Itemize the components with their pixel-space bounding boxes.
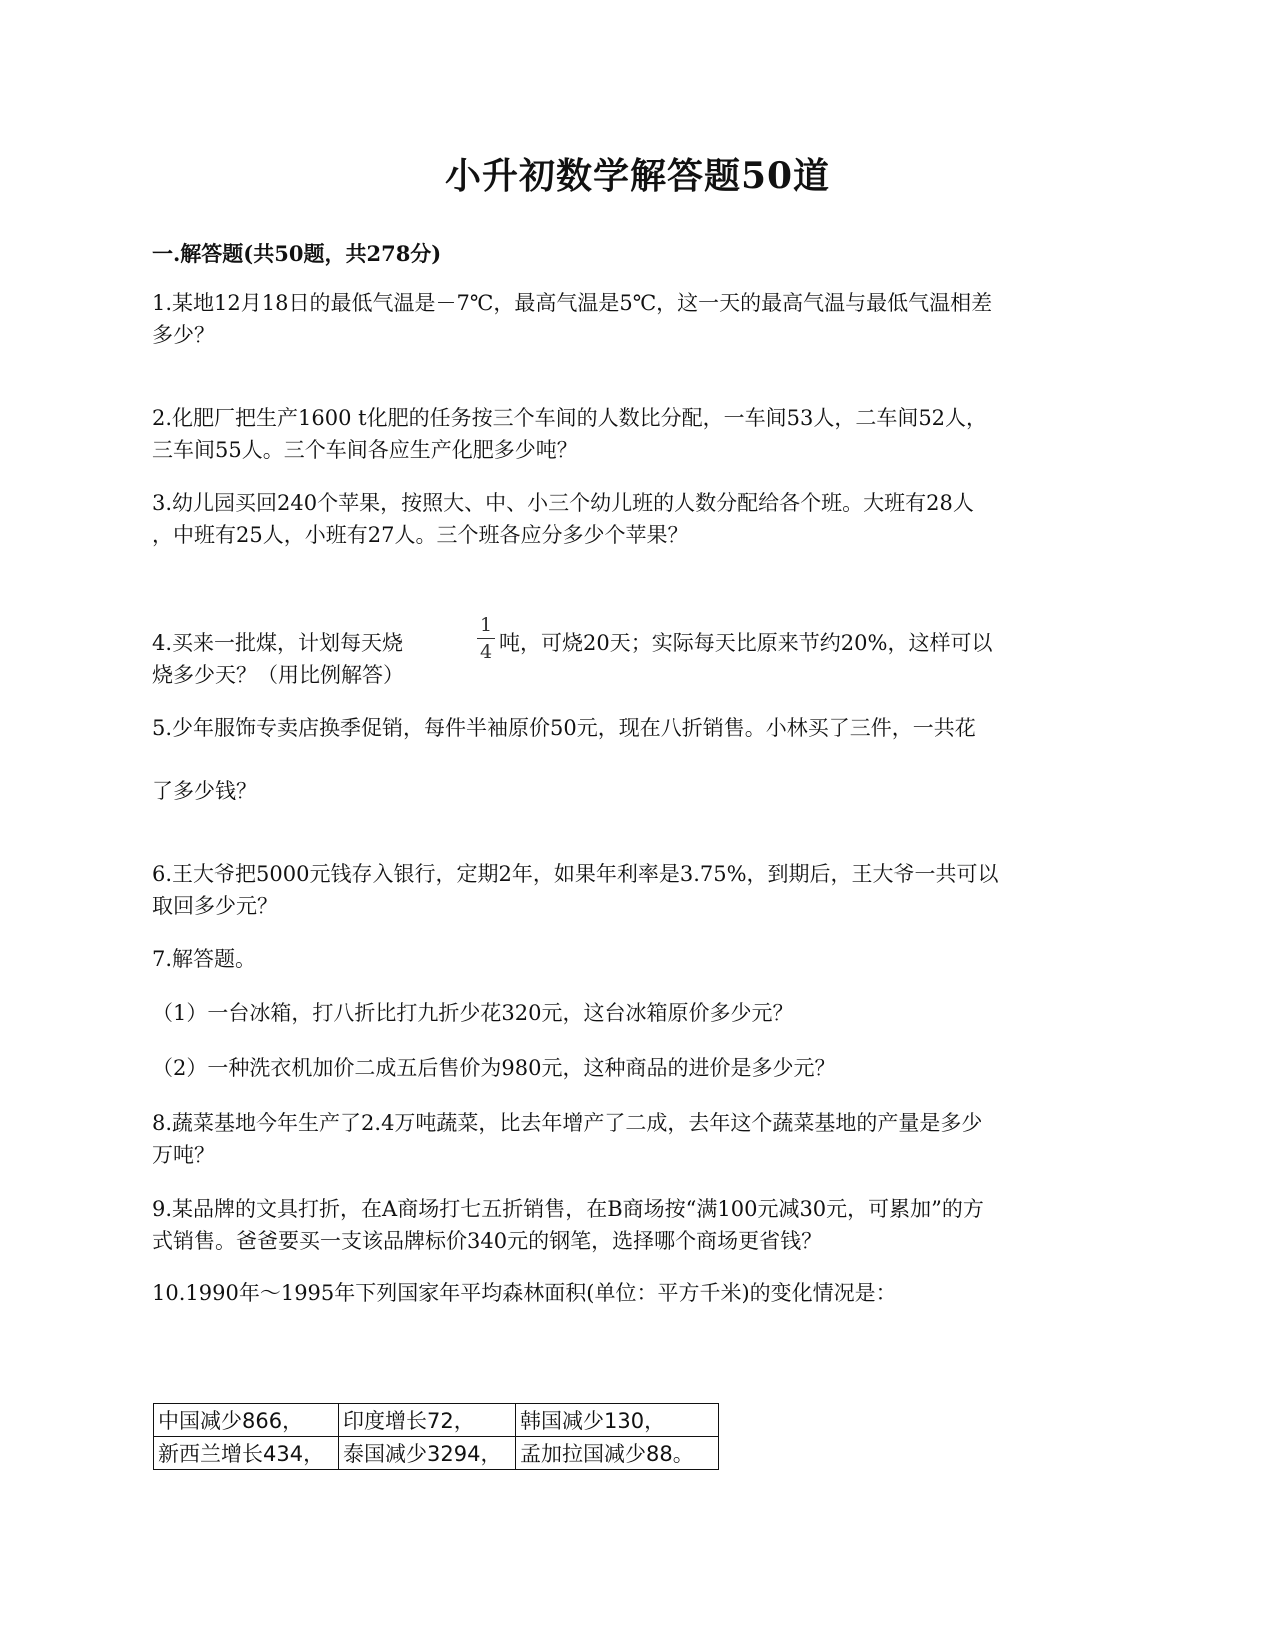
question-9-line-1: 9.某品牌的文具打折，在A商场打七五折销售，在B商场按“满100元减30元，可累加”的方 (152, 1197, 984, 1221)
question-4-line-1 (152, 627, 1132, 659)
question-3-line-1: 3.幼儿园买回240个苹果，按照大、中、小三个幼儿班的人数分配给各个班。大班有28人 (152, 491, 974, 515)
table-cell: 韩国减少130， (516, 1404, 719, 1437)
question-10 (152, 1277, 1132, 1309)
question-1-line-1: 1.某地12月18日的最低气温是－7℃，最高气温是5℃，这一天的最高气温与最低气温相差 (152, 291, 993, 315)
question-6-line-2: 取回多少元？ (152, 894, 278, 918)
question-2 (152, 402, 1132, 466)
question-4 (152, 627, 1132, 691)
question-8-line-1: 8.蔬菜基地今年生产了2.4万吨蔬菜，比去年增产了二成，去年这个蔬菜基地的产量是多少 (152, 1111, 983, 1135)
question-5-continued (152, 775, 1132, 807)
question-7-sub-2-text: （2）一种洗衣机加价二成五后售价为980元，这种商品的进价是多少元？ (152, 1056, 836, 1080)
question-4-text-before-fraction: 4.买来一批煤，计划每天烧 (152, 631, 404, 655)
fraction-denominator: 4 (479, 641, 493, 663)
question-8-line-2: 万吨？ (152, 1143, 215, 1167)
question-6 (152, 858, 1132, 922)
question-1-line-2: 多少？ (152, 323, 215, 347)
question-3 (152, 487, 1132, 551)
question-7-sub-1-text: （1）一台冰箱，打八折比打九折少花320元，这台冰箱原价多少元？ (152, 1001, 794, 1025)
question-7-sub-1 (152, 997, 1132, 1029)
question-7 (152, 943, 1132, 975)
question-4-line-2: 烧多少天？（用比例解答） (152, 663, 404, 687)
table-cell: 孟加拉国减少88。 (516, 1437, 719, 1470)
question-4-text-after-fraction: 吨，可烧20天；实际每天比原来节约20%，这样可以 (499, 631, 993, 655)
table-row (154, 1437, 719, 1470)
forest-area-table (153, 1403, 719, 1470)
question-2-line-1: 2.化肥厂把生产1600 t化肥的任务按三个车间的人数比分配，一车间53人，二车间52人， (152, 406, 988, 430)
page-title: 小升初数学解答题50道 (444, 155, 831, 197)
question-5-line-2: 了多少钱？ (152, 779, 257, 803)
question-7-stem: 7.解答题。 (152, 947, 257, 971)
question-7-sub-2 (152, 1052, 1132, 1084)
question-5 (152, 712, 1132, 744)
question-1 (152, 287, 1132, 351)
question-6-line-1: 6.王大爷把5000元钱存入银行，定期2年，如果年利率是3.75%，到期后，王大爷一共可以 (152, 862, 999, 886)
question-3-line-2: ，中班有25人，小班有27人。三个班各应分多少个苹果？ (152, 523, 689, 547)
table-cell: 中国减少866， (154, 1404, 339, 1437)
question-9 (152, 1193, 1132, 1257)
table-cell: 新西兰增长434， (154, 1437, 339, 1470)
fraction-numerator: 1 (479, 614, 493, 636)
table-row (154, 1404, 719, 1437)
question-2-line-2: 三车间55人。三个车间各应生产化肥多少吨？ (152, 438, 578, 462)
question-8 (152, 1107, 1132, 1171)
question-10-line-1: 10.1990年～1995年下列国家年平均森林面积(单位：平方千米)的变化情况是： (152, 1281, 897, 1305)
table-cell: 印度增长72， (339, 1404, 516, 1437)
question-5-line-1: 5.少年服饰专卖店换季促销，每件半袖原价50元，现在八折销售。小林买了三件，一共花 (152, 716, 976, 740)
section-heading: 一.解答题(共50题，共278分) (152, 241, 442, 266)
table-cell: 泰国减少3294， (339, 1437, 516, 1470)
question-9-line-2: 式销售。爸爸要买一支该品牌标价340元的钢笔，选择哪个商场更省钱？ (152, 1229, 823, 1253)
